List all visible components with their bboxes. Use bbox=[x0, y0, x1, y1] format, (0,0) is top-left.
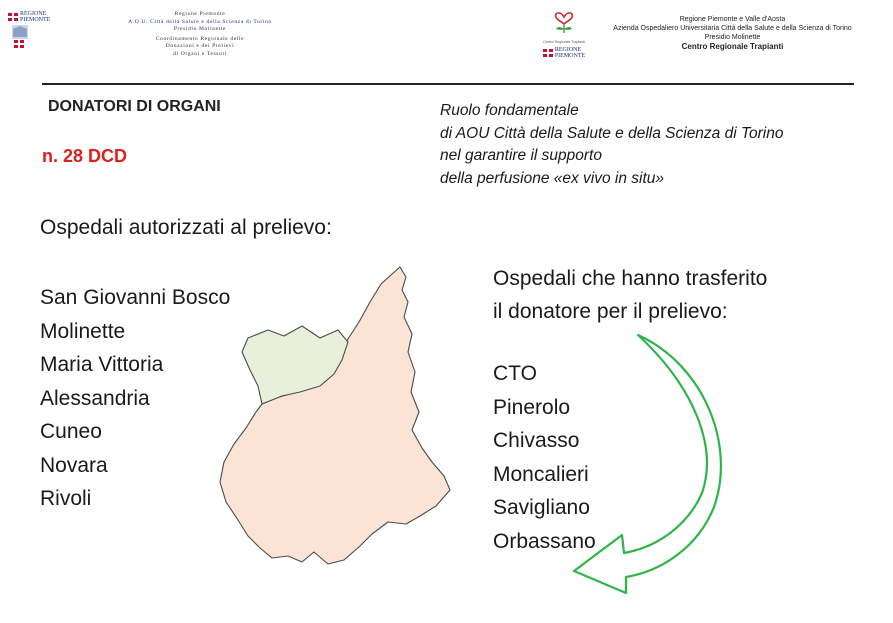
header-left-institution bbox=[80, 11, 320, 58]
list-item: San Giovanni Bosco bbox=[40, 286, 231, 309]
header-line: Presidio Molinette bbox=[704, 34, 761, 41]
header-line: Azienda Ospedaliero Universitaria Città della Salute e della Scienza di Torino bbox=[613, 25, 852, 32]
heading-line: Ospedali che hanno trasferito bbox=[493, 267, 768, 290]
role-line: Ruolo fondamentale bbox=[440, 102, 579, 119]
list-item: Rivoli bbox=[40, 487, 92, 510]
list-item: Molinette bbox=[40, 319, 126, 343]
list-item: CTO bbox=[493, 362, 537, 385]
logo-line: PIEMONTE bbox=[20, 17, 51, 23]
header-line: di Organi e Tessuti bbox=[173, 50, 227, 57]
heading-line: il donatore per il prelievo: bbox=[493, 300, 728, 323]
slide-title: DONATORI DI ORGANI bbox=[48, 98, 221, 115]
regione-piemonte-logo-left bbox=[8, 11, 60, 51]
header-line: A.O.U. Città della Salute e della Scienza di Torino bbox=[128, 18, 272, 25]
curved-arrow-icon bbox=[566, 325, 766, 615]
list-item: Novara bbox=[40, 453, 108, 477]
role-line: nel garantire il supporto bbox=[440, 147, 602, 164]
heart-flower-icon bbox=[551, 8, 577, 34]
list-item: Pinerolo bbox=[493, 395, 571, 419]
list-item: Savigliano bbox=[493, 496, 590, 519]
logo-line: REGIONE bbox=[20, 11, 47, 17]
list-item: Chivasso bbox=[493, 429, 580, 452]
role-line: della perfusione «ex vivo in situ» bbox=[440, 169, 665, 187]
header-line: Regione Piemonte bbox=[174, 11, 226, 17]
list-item: Cuneo bbox=[40, 420, 102, 443]
transfer-heading bbox=[493, 262, 767, 328]
logo-caption: Centro Regionale Trapianti bbox=[543, 40, 585, 44]
header-line: Regione Piemonte e Valle d'Aosta bbox=[679, 16, 786, 23]
header-divider bbox=[42, 83, 854, 85]
header-line: Donazioni e dei Prelievi bbox=[165, 43, 235, 49]
authorized-hospitals-list bbox=[40, 281, 230, 516]
role-statement bbox=[440, 100, 784, 190]
list-item: Alessandria bbox=[40, 386, 150, 410]
coat-of-arms-icon bbox=[10, 25, 40, 49]
header-line: Centro Regionale Trapianti bbox=[681, 42, 784, 51]
list-item: Moncalieri bbox=[493, 462, 589, 486]
dcd-count: n. 28 DCD bbox=[42, 146, 128, 166]
flag-icon bbox=[8, 13, 18, 21]
authorized-heading: Ospedali autorizzati al prelievo: bbox=[40, 216, 332, 239]
centro-trapianti-logo bbox=[540, 8, 588, 64]
header-line: Presidio Molinette bbox=[173, 26, 227, 32]
logo-line: PIEMONTE bbox=[554, 53, 586, 59]
piemonte-region-map bbox=[216, 262, 456, 577]
piemonte-region bbox=[220, 267, 450, 564]
logo-line: REGIONE bbox=[554, 47, 582, 53]
header-right-institution bbox=[595, 15, 870, 51]
list-item: Maria Vittoria bbox=[40, 353, 164, 376]
header-line: Coordinamento Regionale delle bbox=[155, 35, 245, 42]
list-item: Orbassano bbox=[493, 529, 596, 553]
role-line: di AOU Città della Salute e della Scienza di Torino bbox=[440, 124, 784, 142]
flag-icon bbox=[543, 49, 553, 57]
